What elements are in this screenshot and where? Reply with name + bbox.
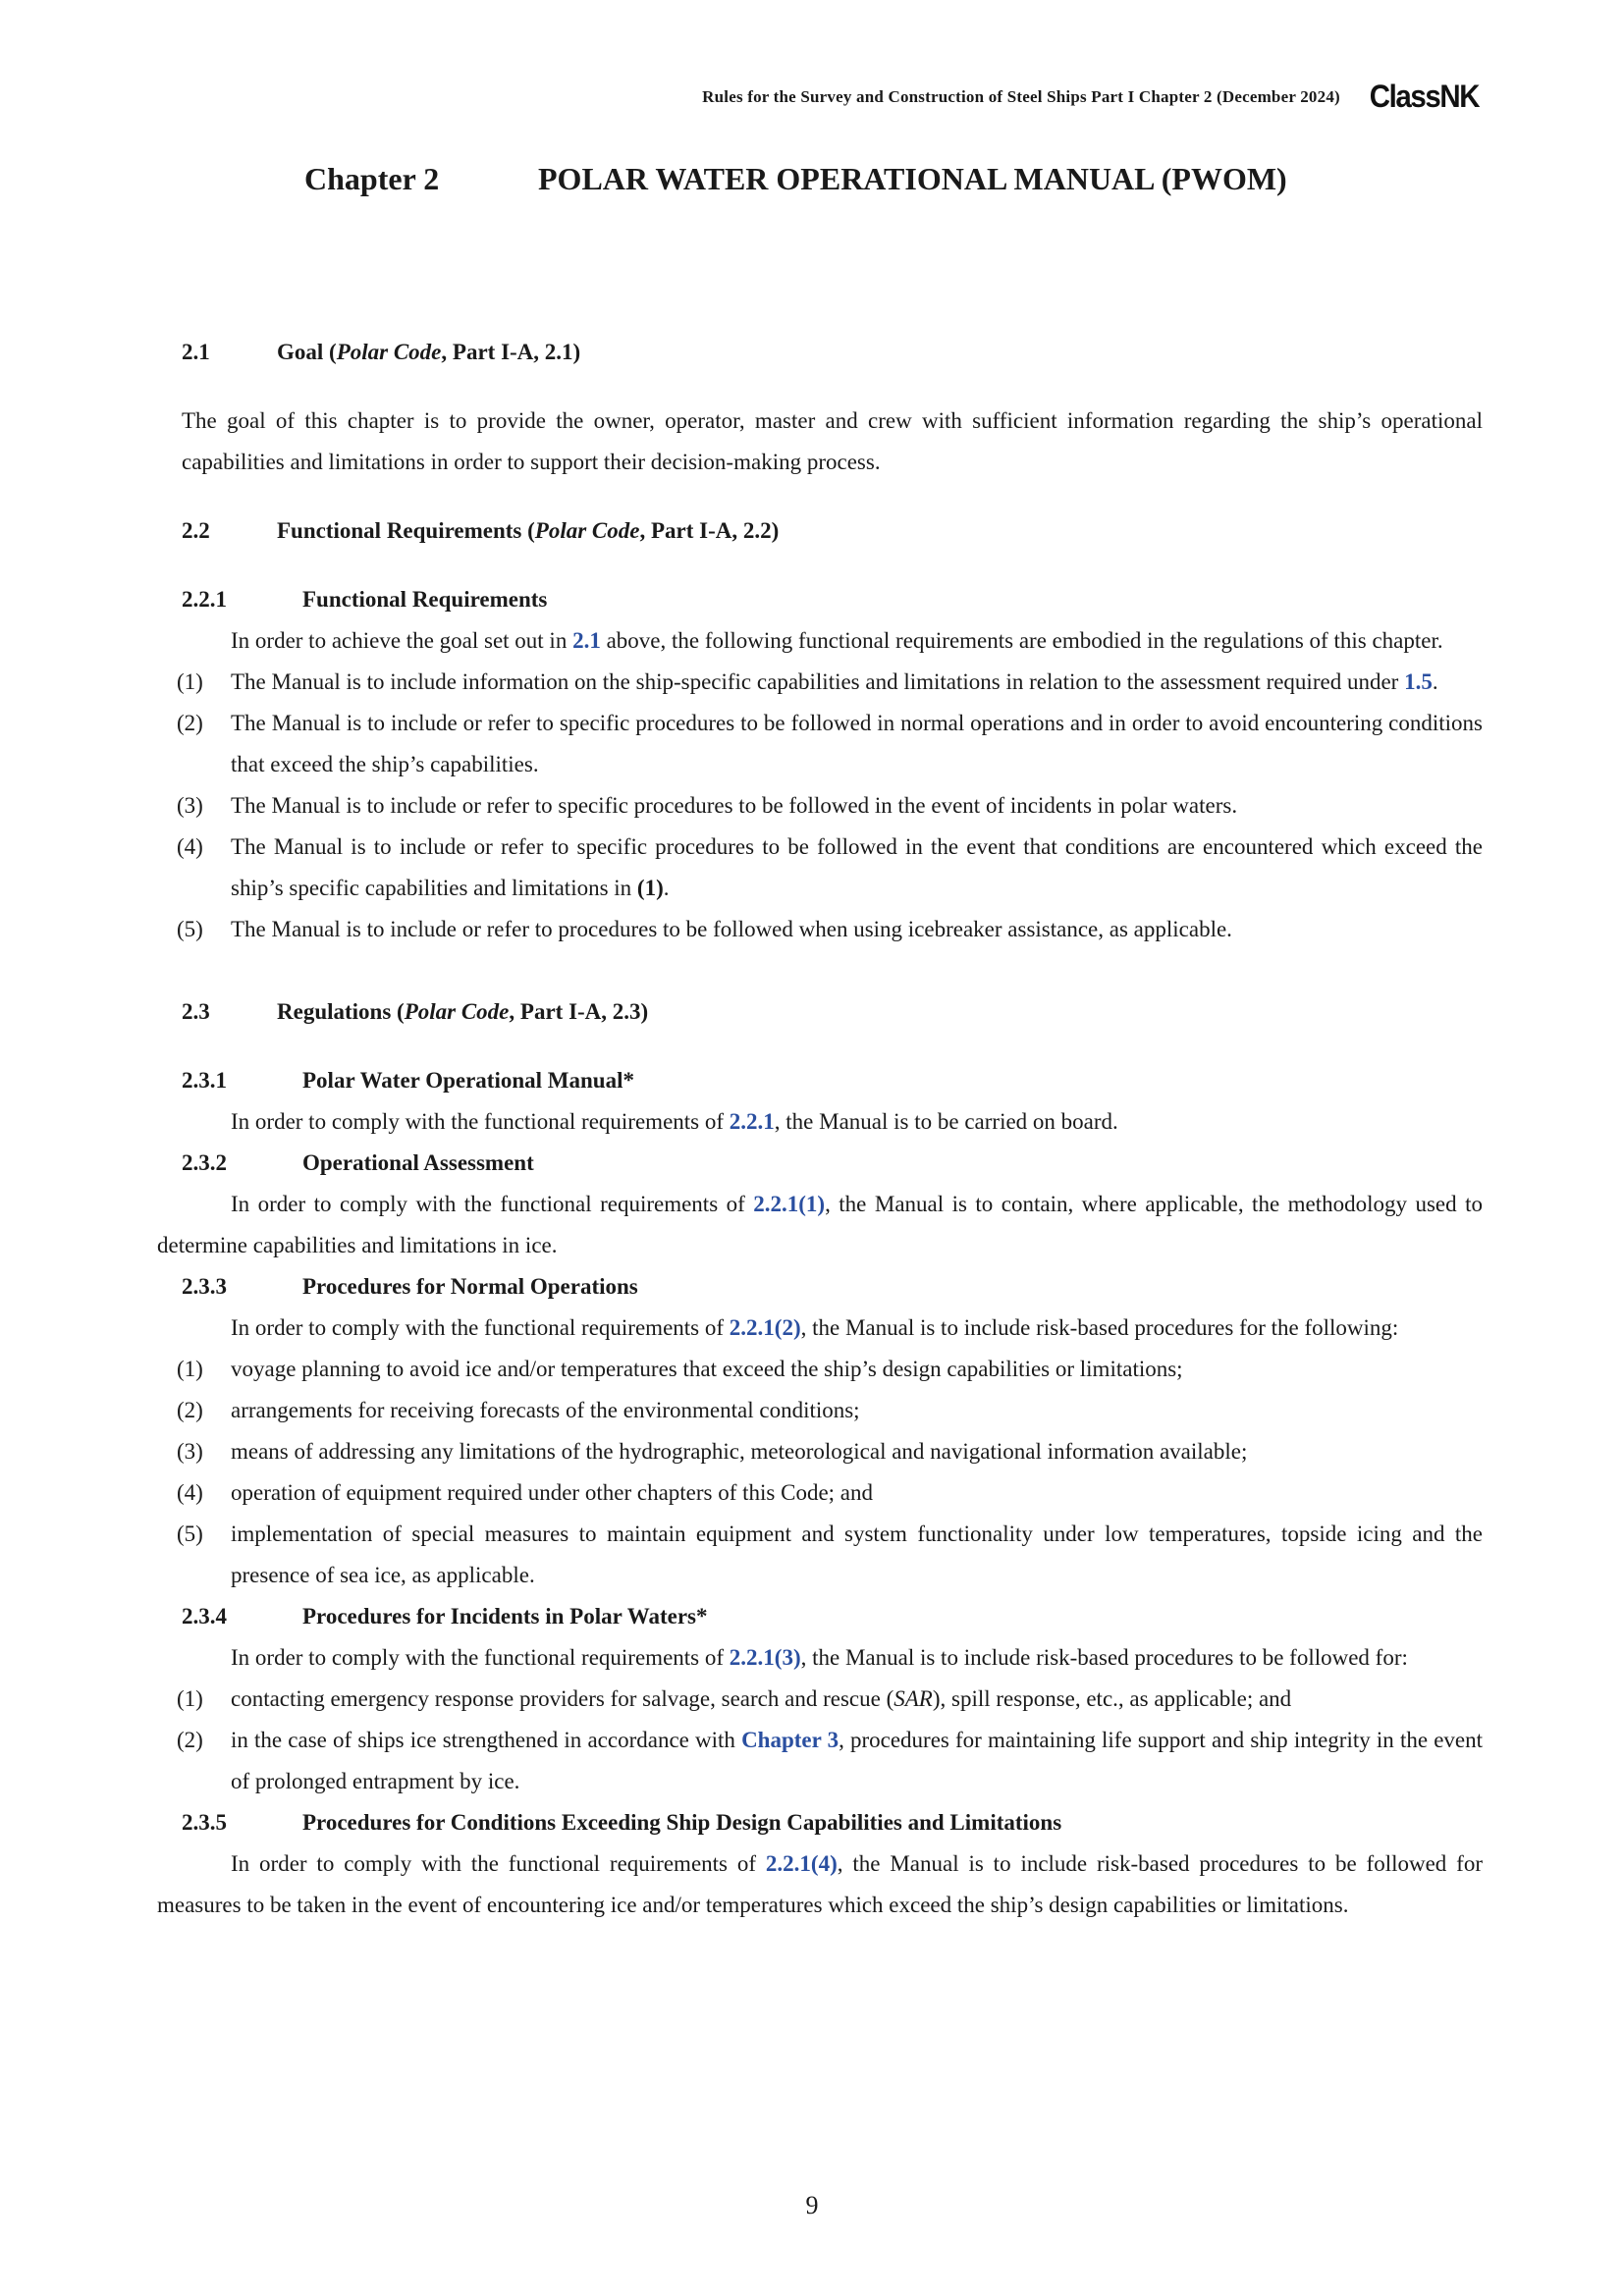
cross-reference-link[interactable]: 2.2.1(3)	[729, 1645, 801, 1670]
subsection-title: Polar Water Operational Manual*	[302, 1068, 634, 1093]
section-2-2-1-heading	[157, 579, 1483, 620]
section-2-1-heading	[157, 332, 1483, 373]
section-2-3-5-heading	[157, 1802, 1483, 1843]
cross-reference-link[interactable]: 2.2.1(1)	[753, 1192, 826, 1216]
section-title: Functional Requirements (Polar Code, Part I-A, 2.2)	[277, 518, 780, 543]
list-item: (5) implementation of special measures to maintain equipment and system functionality under low temperatures, topside icing and the presence of sea ice, as applicable.	[177, 1522, 1483, 1587]
running-header	[702, 79, 1479, 115]
chapter-name: POLAR WATER OPERATIONAL MANUAL (PWOM)	[538, 161, 1287, 196]
section-title: Goal (Polar Code, Part I-A, 2.1)	[277, 340, 581, 364]
list-item: (1) voyage planning to avoid ice and/or temperatures that exceed the ship’s design capabilities or limitations;	[177, 1357, 1183, 1381]
subsection-number: 2.2.1	[182, 587, 227, 612]
list-item: (5) The Manual is to include or refer to procedures to be followed when using icebreaker assistance, as applicable.	[177, 917, 1232, 941]
classnk-logo: ClassNK	[1369, 79, 1479, 114]
cross-reference-link[interactable]: 2.2.1(4)	[765, 1851, 838, 1876]
subsection-number: 2.3.3	[182, 1274, 227, 1299]
cross-reference-link[interactable]: 2.2.1	[729, 1109, 775, 1134]
subsection-title: Functional Requirements	[302, 587, 548, 612]
section-2-3-2-heading	[157, 1143, 1483, 1184]
section-2-3-3-body: In order to comply with the functional requirements of 2.2.1(2), the Manual is to include risk-based procedures for the following:	[231, 1315, 1399, 1340]
list-item: (4) The Manual is to include or refer to specific procedures to be followed in the event that conditions are encountered which exceed the ship’s specific capabilities and limitations in (1).	[177, 834, 1483, 900]
section-2-3-2-body: In order to comply with the functional requirements of 2.2.1(1), the Manual is to contain, where applicable, the methodology used to determine capabilities and limitations in ice.	[157, 1192, 1483, 1257]
subsection-number: 2.3.5	[182, 1810, 227, 1835]
list-item: (2) The Manual is to include or refer to specific procedures to be followed in normal operations and in order to avoid encountering conditions that exceed the ship’s capabilities.	[177, 711, 1483, 776]
section-2-3-1-body: In order to comply with the functional requirements of 2.2.1, the Manual is to be carried on board.	[231, 1109, 1118, 1134]
list-item: (1) contacting emergency response providers for salvage, search and rescue (SAR), spill response, etc., as applicable; and	[177, 1686, 1292, 1711]
section-title: Regulations (Polar Code, Part I-A, 2.3)	[277, 999, 649, 1024]
cross-reference-link[interactable]: 2.2.1(2)	[729, 1315, 801, 1340]
subsection-title: Procedures for Incidents in Polar Waters*	[302, 1604, 708, 1629]
section-2-3-3-heading	[157, 1266, 1483, 1308]
list-item: (1) The Manual is to include information on the ship-specific capabilities and limitations in relation to the assessment required under 1.5.	[177, 669, 1438, 694]
subsection-number: 2.3.4	[182, 1604, 227, 1629]
page-number: 9	[805, 2191, 819, 2219]
chapter-number: Chapter 2	[304, 161, 440, 196]
subsection-title: Procedures for Conditions Exceeding Ship Design Capabilities and Limitations	[302, 1810, 1062, 1835]
inline-reference: (1)	[636, 876, 664, 900]
subsection-number: 2.3.1	[182, 1068, 227, 1093]
section-2-2-heading	[157, 510, 1483, 552]
running-title: Rules for the Survey and Construction of Steel Ships Part I Chapter 2 (December 2024)	[702, 86, 1340, 106]
section-number: 2.3	[182, 999, 210, 1024]
section-2-3-5-body: In order to comply with the functional requirements of 2.2.1(4), the Manual is to include risk-based procedures to be followed for measures to be taken in the event of encountering ice and/or temperatures which exceed the ship’s design capabilities or limitations.	[157, 1851, 1483, 1917]
list-item: (3) The Manual is to include or refer to specific procedures to be followed in the event of incidents in polar waters.	[177, 793, 1238, 818]
subsection-title: Procedures for Normal Operations	[302, 1274, 638, 1299]
chapter-body	[157, 332, 1483, 1926]
subsection-number: 2.3.2	[182, 1150, 227, 1175]
list-item: (2) in the case of ships ice strengthened in accordance with Chapter 3, procedures for maintaining life support and ship integrity in the event of prolonged entrapment by ice.	[177, 1728, 1484, 1793]
subsection-title: Operational Assessment	[302, 1150, 534, 1175]
list-item: (2) arrangements for receiving forecasts of the environmental conditions;	[177, 1398, 860, 1422]
cross-reference-link[interactable]: Chapter 3	[741, 1728, 839, 1752]
cross-reference-link[interactable]: 1.5	[1404, 669, 1433, 694]
section-2-3-heading	[157, 991, 1483, 1033]
section-2-3-4-body: In order to comply with the functional requirements of 2.2.1(3), the Manual is to include risk-based procedures to be followed for:	[231, 1645, 1408, 1670]
section-number: 2.1	[182, 340, 210, 364]
list-item: (3) means of addressing any limitations of the hydrographic, meteorological and navigational information available;	[177, 1439, 1248, 1464]
section-number: 2.2	[182, 518, 210, 543]
section-2-2-1-intro: In order to achieve the goal set out in 2.1 above, the following functional requirements are embodied in the regulations of this chapter.	[231, 628, 1443, 653]
cross-reference-link[interactable]: 2.1	[572, 628, 601, 653]
section-2-3-1-heading	[157, 1060, 1483, 1101]
section-2-1-body: The goal of this chapter is to provide the owner, operator, master and crew with sufficient information regarding the ship’s operational capabilities and limitations in order to support their decision-making process.	[182, 408, 1483, 474]
list-item: (4) operation of equipment required under other chapters of this Code; and	[177, 1480, 874, 1505]
section-2-3-4-heading	[157, 1596, 1483, 1637]
